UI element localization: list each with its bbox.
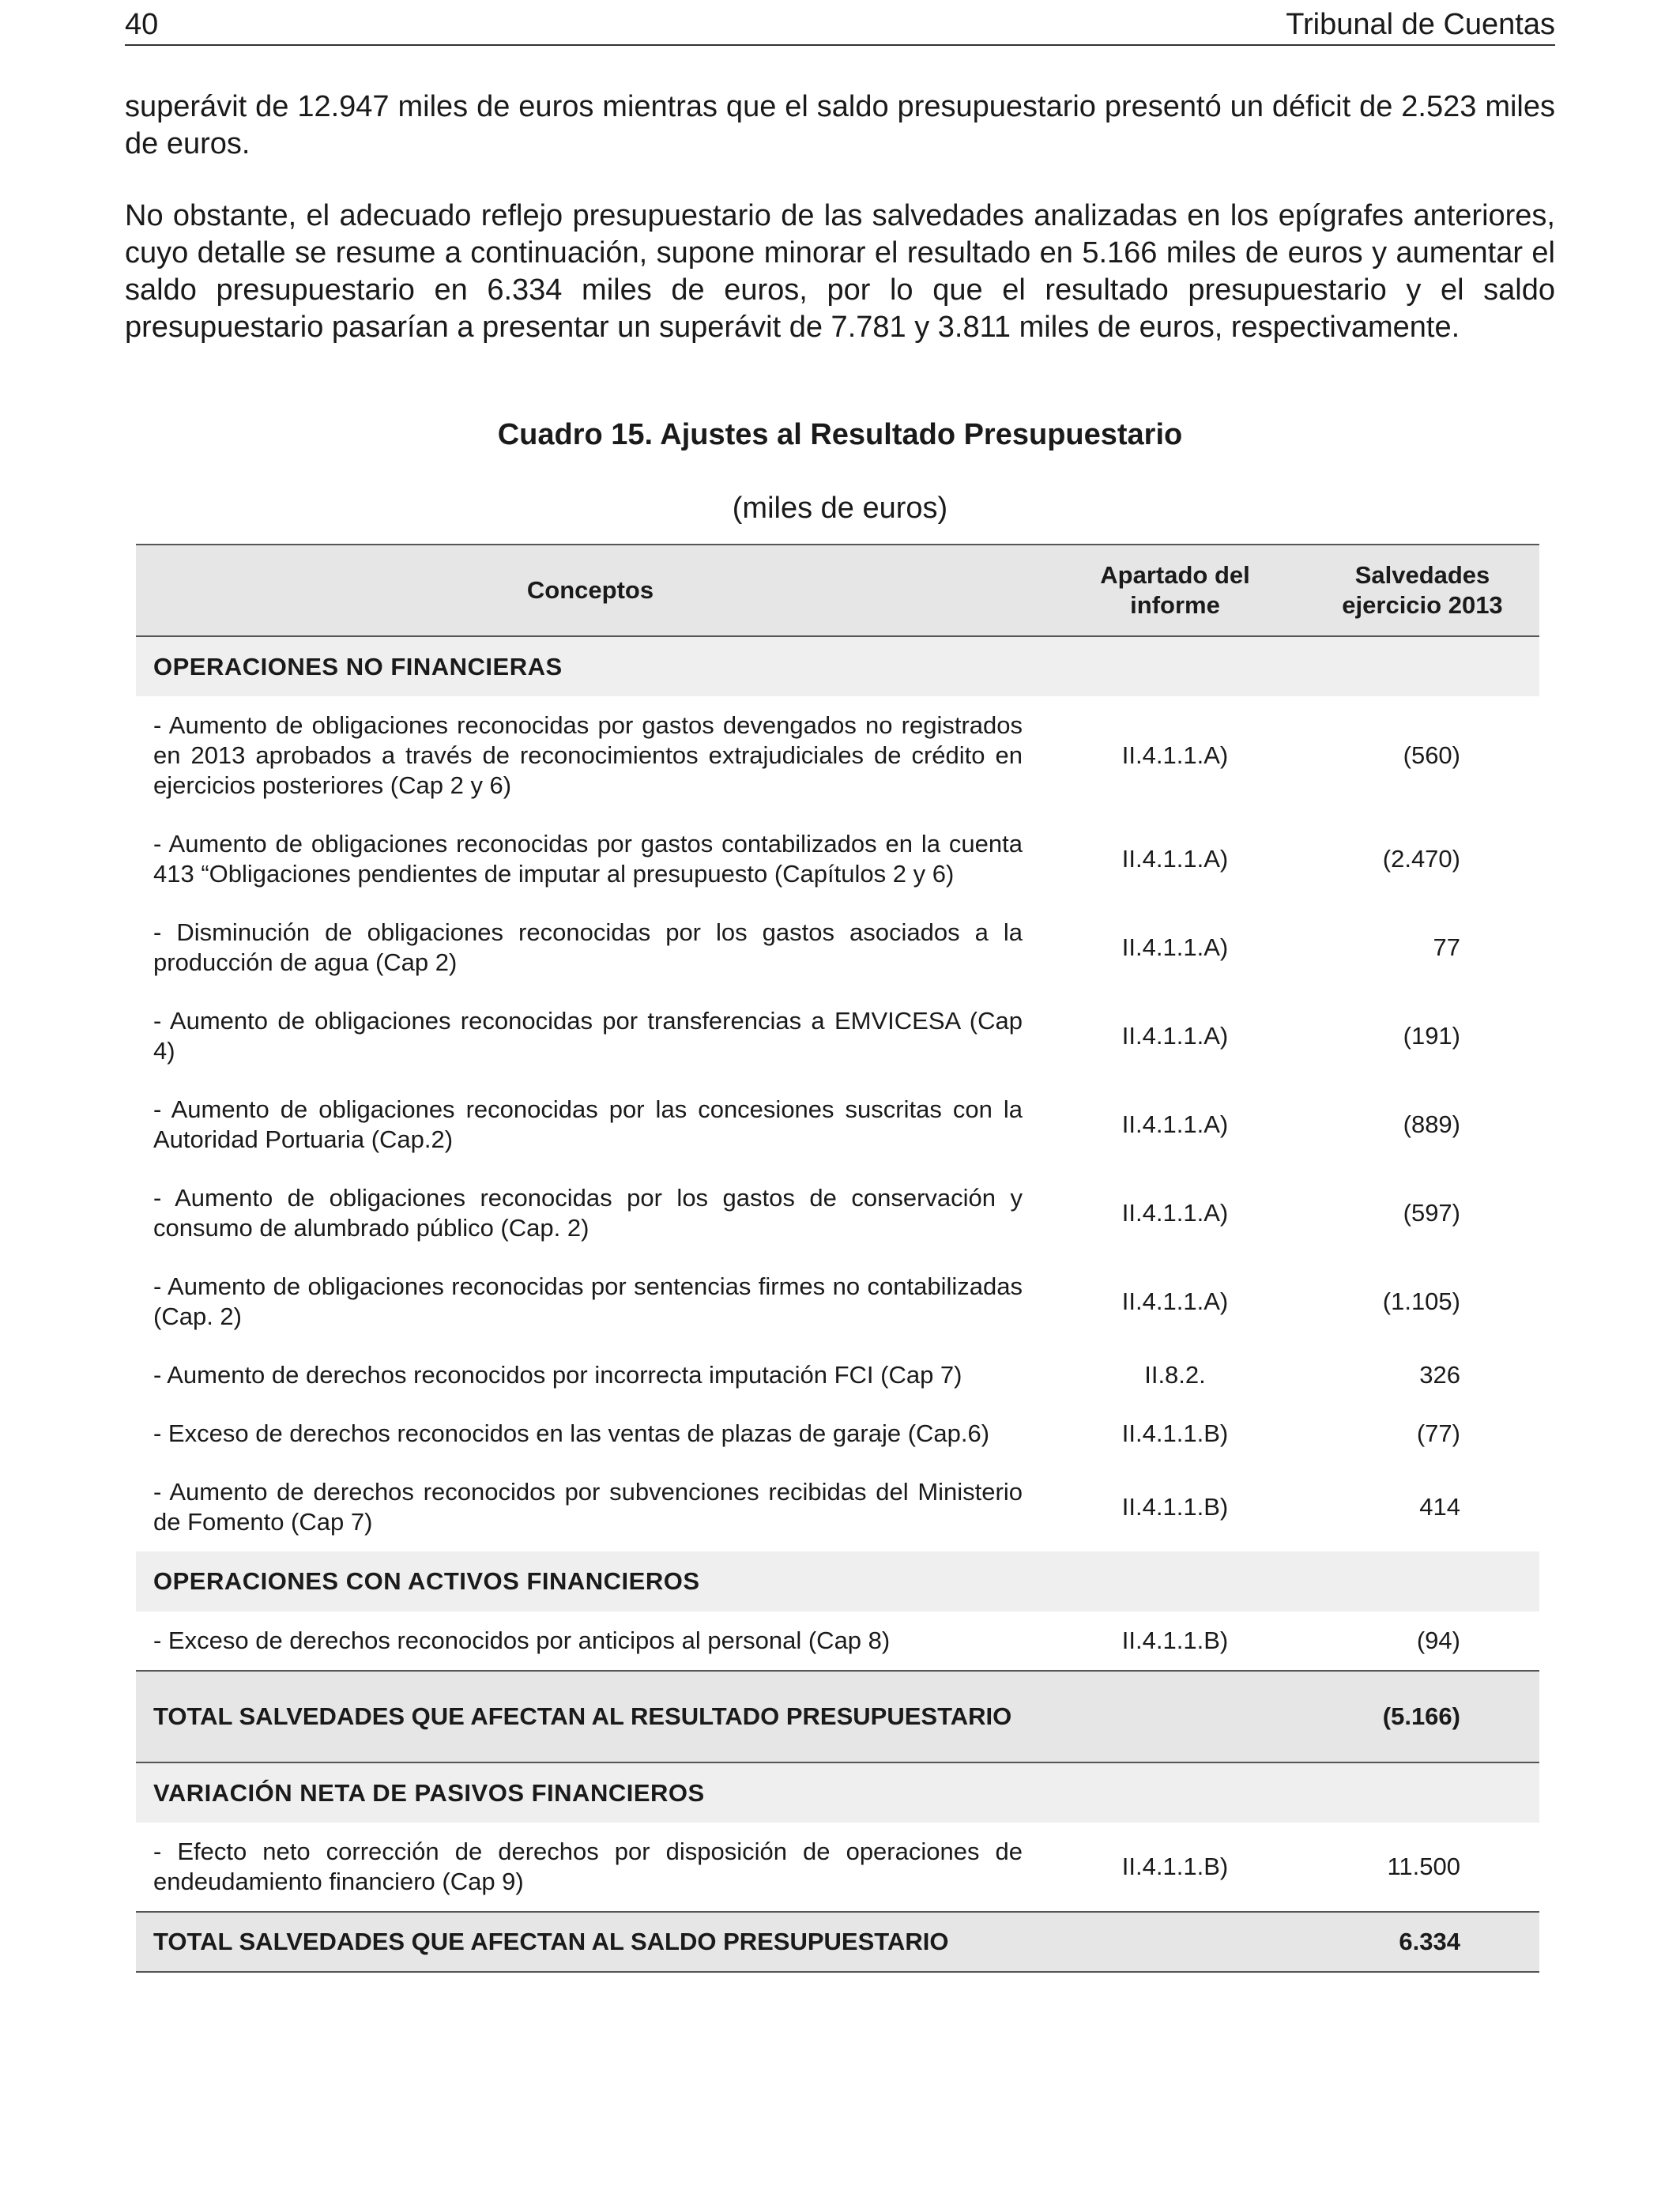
concept-cell: - Aumento de derechos reconocidos por incorrecta imputación FCI (Cap 7) (153, 1361, 962, 1389)
amount-cell: 11.500 (1387, 1853, 1460, 1880)
amount-cell: 77 (1433, 933, 1460, 961)
table-row (136, 1463, 1539, 1551)
concept-cell: - Aumento de obligaciones reconocidas por gastos contabilizados en la cuenta 413 “Obligaciones pendientes de imputar al presupuesto (Capítulos 2 y 6) (153, 830, 1023, 888)
reference-cell: II.4.1.1.B) (1121, 1419, 1229, 1447)
total-row-resultado (136, 1671, 1539, 1762)
concept-cell: - Exceso de derechos reconocidos por anticipos al personal (Cap 8) (153, 1627, 891, 1654)
total-row-saldo (136, 1912, 1539, 1972)
reference-cell: II.4.1.1.B) (1121, 1493, 1229, 1521)
amount-cell: (1.105) (1382, 1287, 1460, 1315)
table-row (136, 1080, 1539, 1169)
amount-cell: 326 (1419, 1361, 1460, 1389)
table-row (136, 1257, 1539, 1346)
total-amount: 6.334 (1305, 1912, 1539, 1972)
amount-cell: (191) (1403, 1022, 1460, 1050)
section-row (136, 1762, 1539, 1823)
reference-cell: II.4.1.1.A) (1121, 741, 1229, 769)
concept-cell: - Aumento de obligaciones reconocidas por transferencias a EMVICESA (Cap 4) (153, 1007, 1023, 1065)
table-row (136, 1169, 1539, 1257)
concept-cell: - Exceso de derechos reconocidos en las ventas de plazas de garaje (Cap.6) (153, 1419, 990, 1447)
concept-cell: - Efecto neto corrección de derechos por disposición de operaciones de endeudamiento financiero (Cap 9) (153, 1838, 1023, 1895)
page-number: 40 (125, 8, 159, 41)
table-row (136, 696, 1539, 815)
table-row (136, 815, 1539, 903)
reference-cell: II.8.2. (1144, 1361, 1206, 1389)
table-row (136, 903, 1539, 992)
concept-cell: - Aumento de obligaciones reconocidas por sentencias firmes no contabilizadas (Cap. 2) (153, 1272, 1023, 1330)
concept-cell: - Aumento de derechos reconocidos por subvenciones recibidas del Ministerio de Fomento (Cap 7) (153, 1478, 1023, 1536)
table-row (136, 1346, 1539, 1404)
concept-cell: - Aumento de obligaciones reconocidas por los gastos de conservación y consumo de alumbrado público (Cap. 2) (153, 1184, 1023, 1242)
reference-cell: II.4.1.1.B) (1121, 1853, 1229, 1880)
amount-cell: (2.470) (1382, 845, 1460, 873)
amount-cell: (889) (1403, 1110, 1460, 1138)
amount-cell: (77) (1416, 1419, 1460, 1447)
total-label: TOTAL SALVEDADES QUE AFECTAN AL SALDO PRESUPUESTARIO (136, 1912, 1305, 1972)
reference-cell: II.4.1.1.A) (1121, 1287, 1229, 1315)
page-header (125, 6, 1555, 46)
amount-cell: 414 (1419, 1493, 1460, 1521)
table-row (136, 1404, 1539, 1463)
section-row (136, 1551, 1539, 1612)
section-row (136, 636, 1539, 696)
table-units: (miles de euros) (732, 492, 948, 525)
section-title: VARIACIÓN NETA DE PASIVOS FINANCIEROS (136, 1762, 1539, 1823)
reference-cell: II.4.1.1.A) (1121, 933, 1229, 961)
reference-cell: II.4.1.1.A) (1121, 1199, 1229, 1227)
table-row (136, 992, 1539, 1080)
reference-cell: II.4.1.1.A) (1121, 1022, 1229, 1050)
table-row (136, 1612, 1539, 1671)
table-row (136, 1823, 1539, 1912)
adjustments-table (136, 544, 1539, 1973)
reference-cell: II.4.1.1.A) (1121, 1110, 1229, 1138)
total-amount: (5.166) (1305, 1671, 1539, 1762)
concept-cell: - Disminución de obligaciones reconocidas por los gastos asociados a la producción de agua (Cap 2) (153, 918, 1023, 976)
section-title: OPERACIONES NO FINANCIERAS (136, 636, 1539, 696)
column-header-concepts: Conceptos (136, 545, 1045, 636)
section-title: OPERACIONES CON ACTIVOS FINANCIEROS (136, 1551, 1539, 1612)
total-empty-cell (1045, 1671, 1305, 1762)
paragraph-2: No obstante, el adecuado reflejo presupuestario de las salvedades analizadas en los epígrafes anteriores, cuyo detalle se resume a continuación, supone minorar el resultado en 5.166 miles de euros y aumentar el saldo presupuestario en 6.334 miles de euros, por lo que el resultado presupuestario y el saldo presupuestario pasarían a presentar un superávit de 7.781 y 3.811 miles de euros, respectivamente. (125, 199, 1555, 344)
concept-cell: - Aumento de obligaciones reconocidas por las concesiones suscritas con la Autoridad Portuaria (Cap.2) (153, 1095, 1023, 1153)
amount-cell: (560) (1403, 741, 1460, 769)
table-header-row (136, 545, 1539, 636)
column-header-section: Apartado del informe (1045, 545, 1305, 636)
amount-cell: (94) (1416, 1627, 1460, 1654)
amount-cell: (597) (1403, 1199, 1460, 1227)
table-title: Cuadro 15. Ajustes al Resultado Presupuestario (497, 418, 1183, 451)
reference-cell: II.4.1.1.A) (1121, 845, 1229, 873)
reference-cell: II.4.1.1.B) (1121, 1627, 1229, 1654)
column-header-amount: Salvedades ejercicio 2013 (1305, 545, 1539, 636)
total-label: TOTAL SALVEDADES QUE AFECTAN AL RESULTADO PRESUPUESTARIO (136, 1671, 1045, 1762)
paragraph-1: superávit de 12.947 miles de euros mientras que el saldo presupuestario presentó un déficit de 2.523 miles de euros. (125, 90, 1555, 160)
concept-cell: - Aumento de obligaciones reconocidas por gastos devengados no registrados en 2013 aprobados a través de reconocimientos extrajudiciales de crédito en ejercicios posteriores (Cap 2 y 6) (153, 711, 1023, 799)
publisher-name: Tribunal de Cuentas (1286, 8, 1555, 41)
